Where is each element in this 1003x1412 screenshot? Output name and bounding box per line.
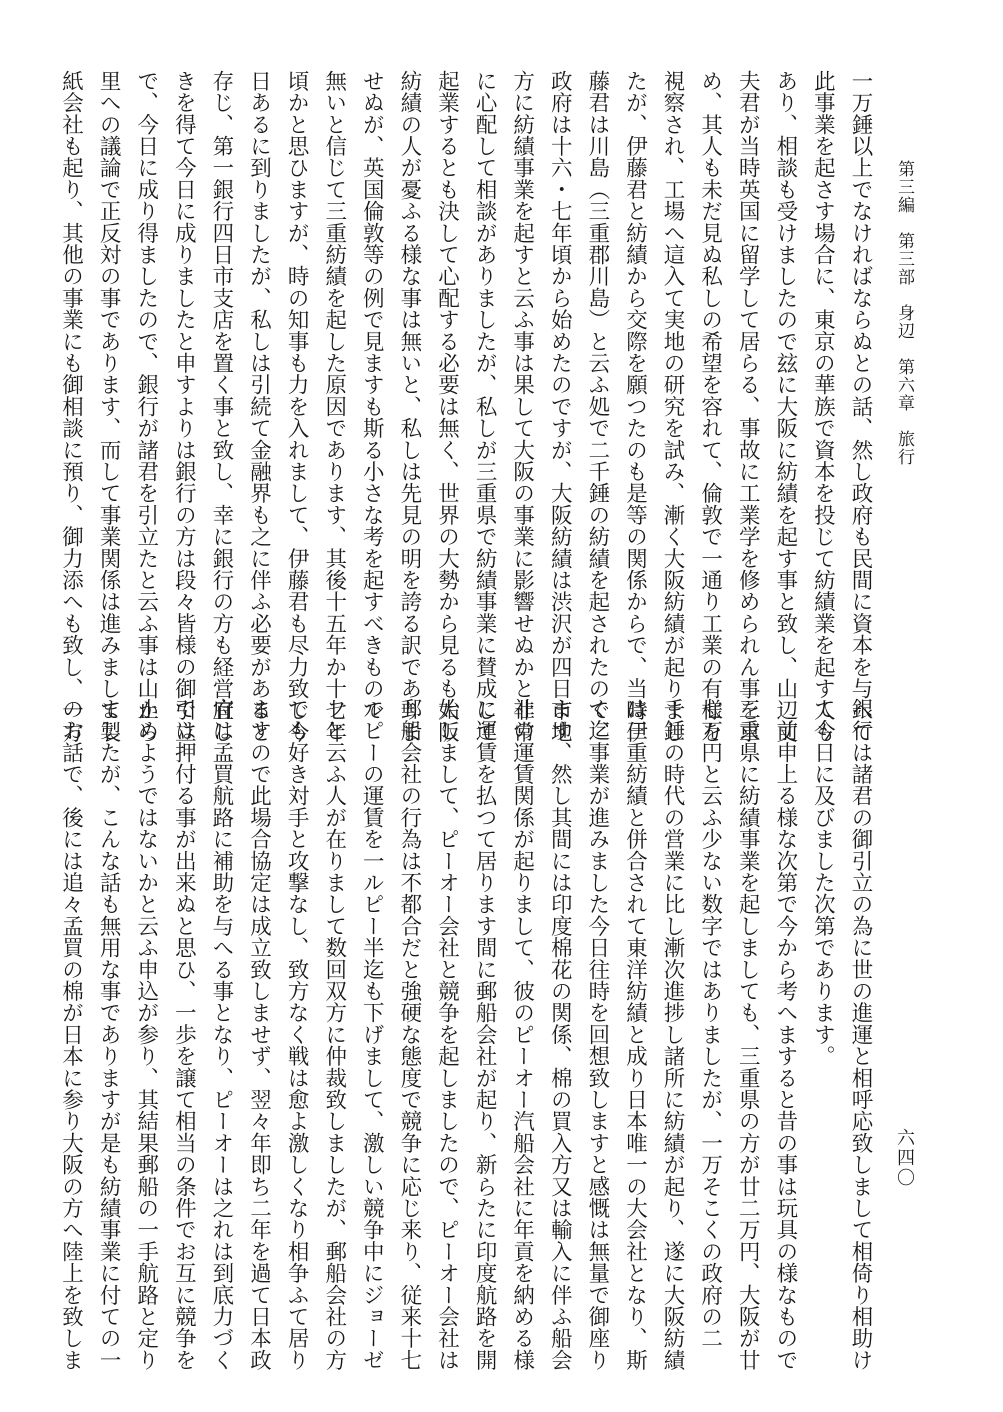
text-line: 藤君は川島（三重郡川島）と云ふ処で二千錘の紡績を起されたので、 xyxy=(584,70,610,743)
text-line: 始しまして、ピーオー会社と競争を起しましたので、ピーオー会社は xyxy=(434,698,460,1371)
text-line: 千錘の時代の営業に比し漸次進捗し諸所に紡績が起り、遂に大阪紡績 xyxy=(660,698,686,1371)
text-line: のお話で、後には追々孟買の棉が日本に参り大阪の方へ陸上を致しま xyxy=(58,698,84,1371)
text-line: 起業するとも決して心配する必要は無く、世界の大勢から見るも大阪 xyxy=(434,70,460,743)
text-line: ましたが、こんな話も無用な事でありますが是も紡績事業に付ての一 xyxy=(96,698,122,1371)
text-line: では押付る事が出来ぬと思ひ、一歩を譲て相当の条件でお互に競争を xyxy=(171,698,197,1371)
text-line: 七万円と云ふ少ない数字ではありましたが、一万そこくの政府の二 xyxy=(697,698,723,1349)
text-line: 郵船会社の行為は不都合だと強硬な態度で競争に応じ来り、従来十七 xyxy=(396,698,422,1371)
text-line: は三重紡績と併合されて東洋紡績と成り日本唯一の大会社となり、斯 xyxy=(622,698,648,1371)
text-line: 存じ、第一銀行四日市支店を置く事と致し、幸に銀行の方も経営宜し xyxy=(208,70,234,743)
text-line: 方に紡績事業を起すと云ふ事は果して大阪の事業に影響せぬかと非常 xyxy=(509,70,535,743)
upper-text-block xyxy=(58,70,879,743)
text-line: 政府は十六・七年頃から始めたのですが、大阪紡績は渋沢が四日市地 xyxy=(547,70,573,743)
text-line: 社の運賃関係が起りまして、彼のピーオー汽船会社に年貢を納める様 xyxy=(509,698,535,1371)
text-line: て今日に及びました次第であります。 xyxy=(810,698,836,1067)
text-line: 里への議論で正反対の事であります、而して事業関係は進みまして製 xyxy=(96,70,122,743)
text-line: せぬが、英国倫敦等の例で見ますも斯る小さな考を起すべきもので xyxy=(359,70,385,721)
text-line: 視察され、工場へ這入て実地の研究を試み、漸く大阪紡績が起りまし xyxy=(660,70,686,743)
text-line: 紙会社も起り、其他の事業にも御相談に預り、御力添へも致し、一方 xyxy=(58,70,84,743)
text-line: たが、伊藤君と紡績から交際を願つたのも是等の関係からで、当時伊 xyxy=(622,70,648,743)
text-line: でも好き対手と攻撃なし、致方なく戦は愈よ激しくなり相争ふて居り xyxy=(284,698,310,1371)
text-line: 三重県に紡績事業を起しましても、三重県の方が廿二万円、大阪が廿 xyxy=(735,698,761,1371)
text-line: あり、相談も受けましたので玆に大阪に紡績を起す事と致し、山辺丈 xyxy=(772,70,798,743)
text-line: 夫君が当時英国に留学して居らる、事故に工業学を修められん事を求 xyxy=(735,70,761,743)
text-line: 府は孟買航路に補助を与へる事となり、ピーオーは之れは到底力づく xyxy=(208,698,234,1371)
text-line: ルピーの運賃を一ルピー半迄も下げまして、激しい競争中にジョーゼ xyxy=(359,698,385,1371)
text-line: 銀行は諸君の御引立の為に世の進運と相呼応致しまして相倚り相助け xyxy=(848,698,873,1371)
text-line: ます、然し其間には印度棉花の関係、棉の買入方又は輸入に伴ふ船会 xyxy=(547,698,573,1371)
text-line: 此事業を起さす場合に、東京の華族で資本を投じて紡績業を起す人も xyxy=(810,70,836,743)
text-line: 止めようではないかと云ふ申込が参り、其結果郵船の一手航路と定り xyxy=(133,698,159,1371)
text-line: で、今日に成り得ましたので、銀行が諸君を引立たと云ふ事は山から xyxy=(133,70,159,743)
text-line: め、其人も未だ見ぬ私しの希望を容れて、倫敦で一通り工業の有様を xyxy=(697,70,723,743)
lower-text-block xyxy=(58,698,879,1371)
running-head: 第三編 第三部 身辺 第六章 旅行 xyxy=(894,160,914,466)
text-line: 日あるに到りましたが、私しは引続て金融界も之に伴ふ必要があると xyxy=(246,70,272,743)
text-line: 無いと信じて三重紡績を起した原因であります、其後十五年か十七年 xyxy=(321,70,347,743)
text-line: に運賃を払つて居ります間に郵船会社が起り、新らたに印度航路を開 xyxy=(472,698,498,1371)
text-line: きを得て今日に成りましたと申すよりは銀行の方は段々皆様の御引立 xyxy=(171,70,197,743)
text-line: 一万錘以上でなければならぬとの話、然し政府も民間に資本を与へて xyxy=(848,70,873,743)
page-number: 六四〇 xyxy=(894,1128,915,1188)
text-line: フと云ふ人が在りまして数回双方に仲裁致しましたが、郵船会社の方 xyxy=(321,698,347,1371)
text-line: に心配して相談がありましたが、私しが三重県で紡績事業に賛成して xyxy=(472,70,498,743)
text-line: ますので此場合協定は成立致しませず、翌々年即ち二年を過て日本政 xyxy=(246,698,272,1371)
text-line: 紡績の人が憂ふる様な事は無いと、私しは先見の明を誇る訳でありま xyxy=(396,70,422,743)
text-line: 頃かと思ひますが、時の知事も力を入れまして、伊藤君も尽力致し今 xyxy=(284,70,310,743)
text-line: く迄事業が進みました今日往時を回想致しますと感慨は無量で御座り xyxy=(584,698,610,1371)
text-line: 前申上る様な次第で今から考へますると昔の事は玩具の様なもので xyxy=(772,698,798,1371)
